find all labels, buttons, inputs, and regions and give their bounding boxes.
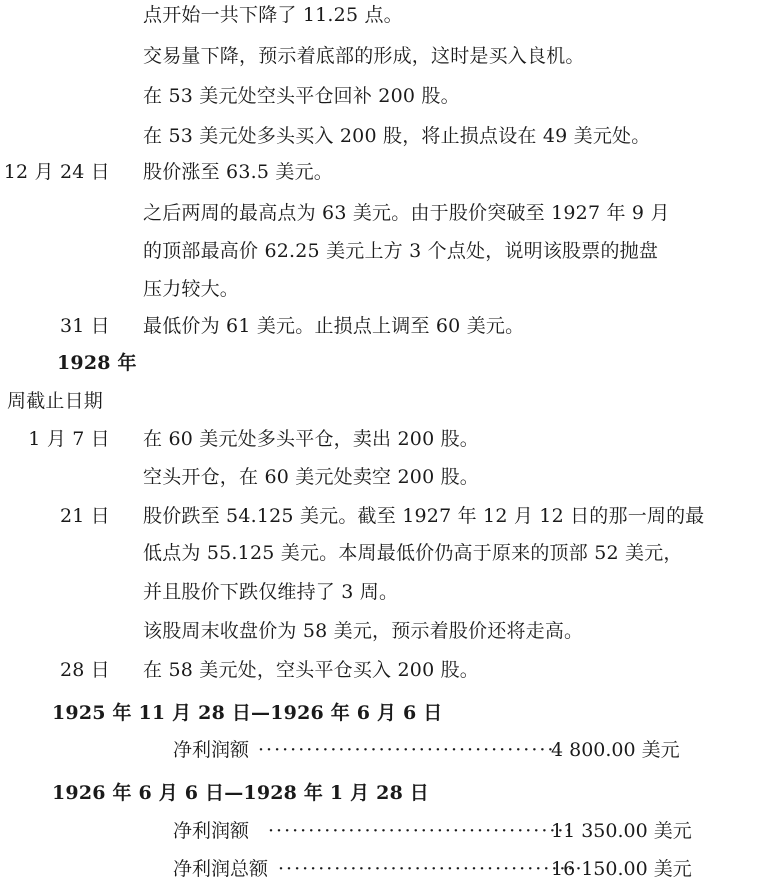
period-heading: 1925 年 11 月 28 日—1926 年 6 月 6 日 — [52, 702, 443, 724]
summary-row — [0, 737, 758, 763]
summary-amount: 11 350.00 美元 — [551, 820, 692, 842]
text-line: 的顶部最高价 62.25 美元上方 3 个点处，说明该股票的抛盘 — [143, 240, 659, 262]
period-heading: 1926 年 6 月 6 日—1928 年 1 月 28 日 — [52, 782, 430, 804]
text-line: 交易量下降，预示着底部的形成，这时是买入良机。 — [143, 45, 585, 67]
year-heading: 1928 年 — [57, 352, 137, 374]
text-line: 在 53 美元处空头平仓回补 200 股。 — [143, 85, 460, 107]
text-line: 低点为 55.125 美元。本周最低价仍高于原来的顶部 52 美元， — [143, 542, 683, 564]
summary-label: 净利润额 — [173, 820, 250, 842]
date-label: 1 月 7 日 — [28, 428, 110, 450]
date-label: 12 月 24 日 — [3, 161, 110, 183]
text-line: 并且股价下跌仅维持了 3 周。 — [143, 581, 399, 603]
dot-leader: ······································ — [268, 820, 574, 842]
week-heading: 周截止日期 — [7, 390, 104, 412]
date-label: 31 日 — [59, 315, 110, 337]
text-line: 之后两周的最高点为 63 美元。由于股价突破至 1927 年 9 月 — [143, 202, 670, 224]
text-line: 在 58 美元处，空头平仓买入 200 股。 — [143, 659, 480, 681]
dot-leader: ······································ — [278, 858, 584, 880]
text-line: 该股周末收盘价为 58 美元，预示着股价还将走高。 — [143, 620, 584, 642]
dot-leader: ······································ — [258, 739, 564, 761]
text-line: 在 53 美元处多头买入 200 股，将止损点设在 49 美元处。 — [143, 125, 651, 147]
summary-row — [0, 818, 758, 844]
text-line: 压力较大。 — [143, 278, 240, 300]
text-line: 最低价为 61 美元。止损点上调至 60 美元。 — [143, 315, 525, 337]
summary-total-label: 净利润总额 — [173, 858, 269, 880]
date-label: 28 日 — [59, 659, 110, 681]
summary-total-amount: 16 150.00 美元 — [551, 858, 692, 880]
text-line: 股价涨至 63.5 美元。 — [143, 161, 333, 183]
text-line: 在 60 美元处多头平仓，卖出 200 股。 — [143, 428, 480, 450]
summary-amount: 4 800.00 美元 — [551, 739, 680, 761]
summary-label: 净利润额 — [173, 739, 250, 761]
summary-row — [0, 856, 758, 882]
text-line: 点开始一共下降了 11.25 点。 — [143, 4, 403, 26]
date-label: 21 日 — [59, 505, 110, 527]
text-line: 空头开仓，在 60 美元处卖空 200 股。 — [143, 466, 480, 488]
text-line: 股价跌至 54.125 美元。截至 1927 年 12 月 12 日的那一周的最 — [143, 505, 705, 527]
